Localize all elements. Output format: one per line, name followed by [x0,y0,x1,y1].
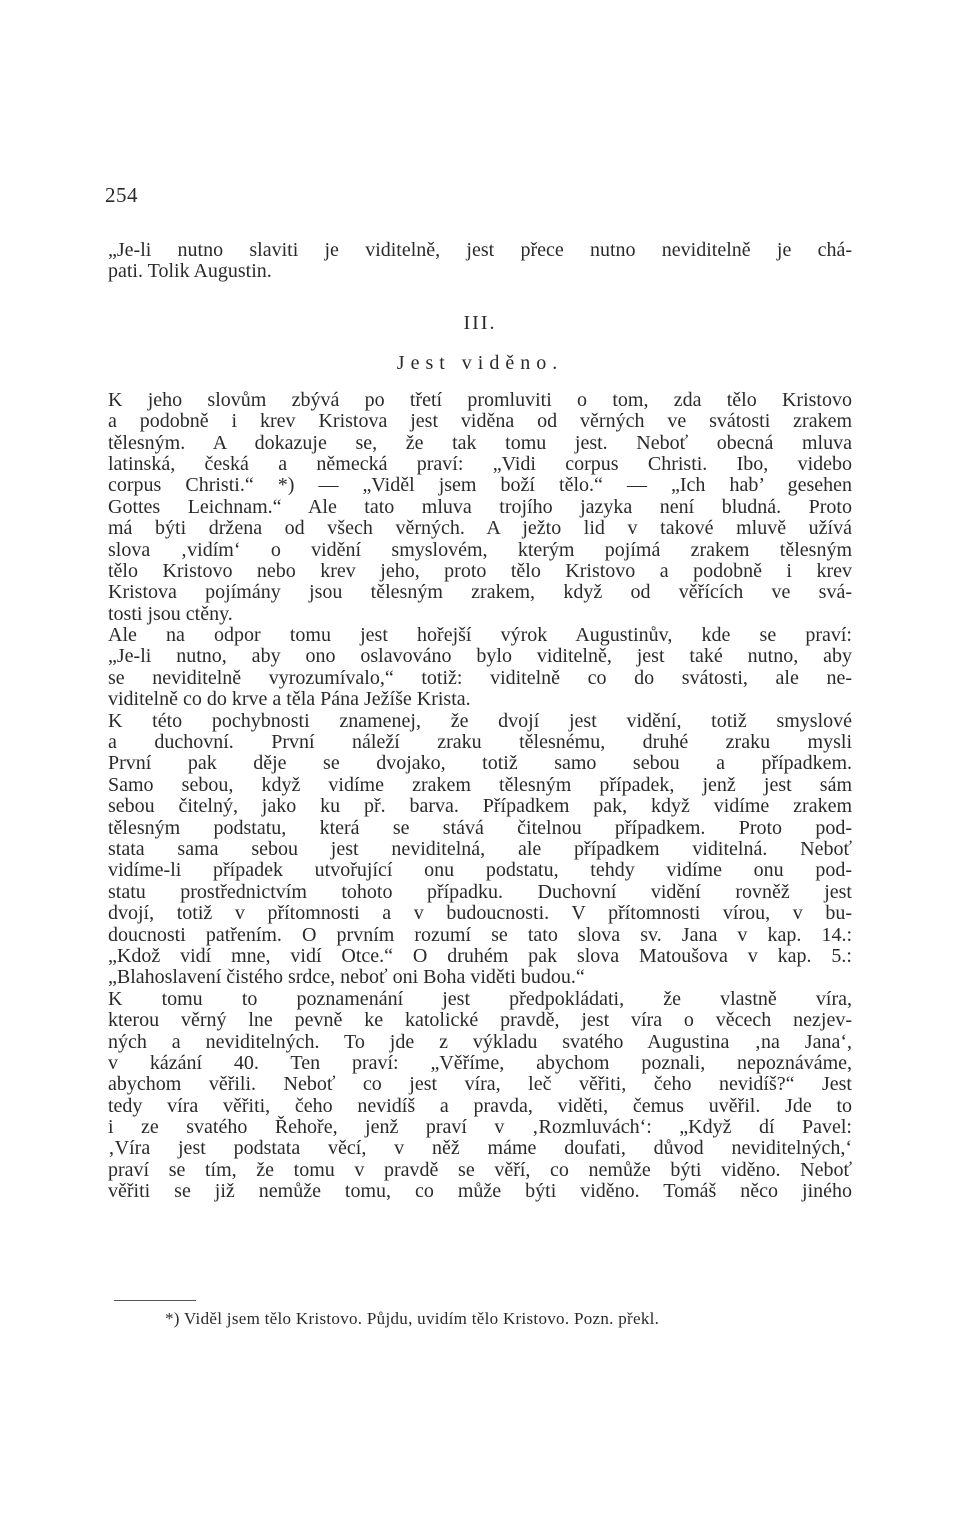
text-line: Ale na odpor tomu jest hořejší výrok Augustinův, kde se praví: [108,624,852,647]
text-line: Gottes Leichnam.“ Ale tato mluva trojího jazyka není bludná. Proto [108,495,852,518]
text-line: „Je-li nutno, aby ono oslavováno bylo viditelně, jest také nutno, aby [108,645,852,668]
text-line: „Je-li nutno slaviti je viditelně, jest přece nutno neviditelně je chá- [108,239,852,261]
text-line: K této pochybnosti znamenej, že dvojí jest vidění, totiž smyslové [108,709,852,732]
text-line: a podobně i krev Kristova jest viděna od věrných ve svátosti zrakem [108,410,852,433]
text-line: První pak děje se dvojako, totiž samo sebou a případkem. [108,752,852,775]
text-line: praví se tím, že tomu v pravdě se věří, co nemůže býti viděno. Neboť [108,1158,852,1181]
text-line: věřiti se již nemůže tomu, co může býti viděno. Tomáš něco jiného [108,1180,852,1203]
text-line: sebou čitelný, jako ku př. barva. Případkem pak, když vidíme zrakem [108,795,852,818]
text-line: corpus Christi.“ *) — „Viděl jsem boží tělo.“ — „Ich hab’ gesehen [108,474,852,497]
footnote-divider [114,1300,196,1301]
text-line: doucnosti patřením. O prvním rozumí se tato slova sv. Jana v kap. 14.: [108,923,852,946]
text-line: vidíme-li případek utvořující onu podstatu, tehdy vidíme onu pod- [108,859,852,882]
page-text [108,240,852,1203]
text-line: Kristova pojímány jsou tělesným zrakem, když od věřících ve svá- [108,581,852,604]
text-line: K jeho slovům zbývá po třetí promluviti o tom, zda tělo Kristovo [108,388,852,411]
text-line: ných a neviditelných. To jde z výkladu svatého Augustina ‚na Jana‘, [108,1030,852,1053]
text-line: Samo sebou, když vidíme zrakem tělesným případek, jenž jest sám [108,773,852,796]
text-line: má býti držena od všech věrných. A ježto lid v takové mluvě užívá [108,517,852,540]
page-number: 254 [105,183,138,207]
text-line: „Kdož vidí mne, vidí Otce.“ O druhém pak slova Matoušova v kap. 5.: [108,944,852,967]
section-number: III. [463,311,497,334]
text-line: kterou věrný lne pevně ke katolické pravdě, jest víra o věcech nezjev- [108,1009,852,1032]
text-line: v kázání 40. Ten praví: „Věříme, abychom poznali, nepoznáváme, [108,1051,852,1074]
text-line: slova ‚vidím‘ o vidění smyslovém, kterým pojímá zrakem tělesným [108,538,852,561]
text-line: tělo Kristovo nebo krev jeho, proto tělo Kristovo a podobně i krev [108,559,852,582]
footnote: *) Viděl jsem tělo Kristovo. Půjdu, uvidím tělo Kristovo. Pozn. překl. [165,1309,660,1328]
text-line: statu prostřednictvím tohoto případku. Duchovní vidění rovněž jest [108,880,852,903]
section-body [108,390,852,1203]
text-line: stata sama sebou jest neviditelná, ale případkem viditelná. Neboť [108,837,852,860]
section-title: Jest viděno. [396,351,564,374]
text-line: latinská, česká a německá praví: „Vidi corpus Christi. Ibo, videbo [108,452,852,475]
text-line: ‚Víra jest podstata věcí, v něž máme doufati, důvod neviditelných,‘ [108,1137,852,1160]
text-line: dvojí, totiž v přítomnosti a v budoucnosti. V přítomnosti vírou, v bu- [108,902,852,925]
text-line: tedy víra věřiti, čeho nevidíš a pravda, viděti, čemus uvěřil. Jde to [108,1094,852,1117]
text-line: tělesným podstatu, která se stává čitelnou případkem. Proto pod- [108,816,852,839]
text-line: a duchovní. První náleží zraku tělesnému, druhé zraku mysli [108,731,852,754]
text-line: i ze svatého Řehoře, jenž praví v ‚Rozmluvách‘: „Když dí Pavel: [108,1116,852,1139]
text-line: tosti jsou ctěny. [108,602,233,625]
text-line: tělesným. A dokazuje se, že tak tomu jest. Neboť obecná mluva [108,431,852,454]
text-line: abychom věřili. Neboť co jest víra, leč věřiti, čeho nevidíš?“ Jest [108,1073,852,1096]
text-line: se neviditelně vyrozumívalo,“ totiž: viditelně co do svátosti, ale ne- [108,666,852,689]
text-line: „Blahoslavení čistého srdce, neboť oni Boha viděti budou.“ [108,966,585,989]
text-line: pati. Tolik Augustin. [108,260,272,283]
text-line: K tomu to poznamenání jest předpokládati, že vlastně víra, [108,987,852,1010]
text-line: viditelně co do krve a těla Pána Ježíše Krista. [108,688,471,711]
